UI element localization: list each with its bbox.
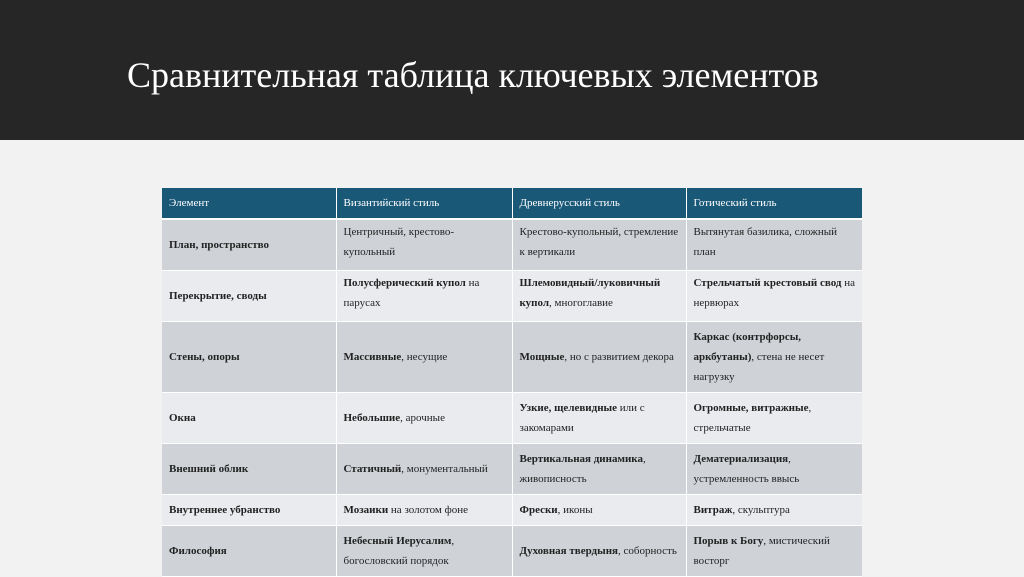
old-russian-cell	[512, 525, 686, 576]
cell-text: на нервюрах	[693, 276, 855, 309]
cell-text-bold: Дематериализация	[693, 452, 789, 465]
cell-text-bold: Узкие, щелевидные	[519, 401, 618, 414]
cell-text: на золотом фоне	[388, 503, 468, 516]
page-title: Сравнительная таблица ключевых элементов	[127, 55, 819, 95]
old-russian-cell	[512, 219, 686, 270]
cell-text-bold: Фрески	[519, 503, 558, 516]
header-byzantine: Византийский стиль	[336, 188, 512, 219]
cell-text-bold: Небольшие	[343, 411, 401, 424]
cell-text: , живописность	[519, 452, 646, 485]
byzantine-cell	[336, 443, 512, 494]
gothic-cell	[686, 219, 862, 270]
table-row	[162, 392, 862, 443]
header-element: Элемент	[162, 188, 336, 219]
byzantine-cell	[336, 321, 512, 392]
cell-text-bold: Порыв к Богу	[693, 534, 764, 547]
row-element-cell: Стены, опоры	[162, 321, 336, 392]
cell-text: , многоглавие	[549, 296, 613, 309]
table-row	[162, 443, 862, 494]
cell-text-bold: Статичный	[343, 462, 402, 475]
cell-text: , соборность	[618, 544, 677, 557]
byzantine-cell	[336, 525, 512, 576]
cell-text: , но с развитием декора	[564, 350, 674, 363]
table-row	[162, 321, 862, 392]
cell-text: , иконы	[557, 503, 593, 516]
cell-text: на парусах	[343, 276, 480, 309]
cell-text-bold: Массивные	[343, 350, 402, 363]
byzantine-cell	[336, 392, 512, 443]
byzantine-cell	[336, 494, 512, 525]
old-russian-cell	[512, 270, 686, 321]
cell-text-bold: Мозаики	[343, 503, 389, 516]
header-old-russian: Древнерусский стиль	[512, 188, 686, 219]
cell-text-bold: Шлемовидный/луковичный купол	[519, 276, 661, 309]
gothic-cell	[686, 525, 862, 576]
title-bar	[0, 0, 1024, 140]
cell-text-bold: Огромные, витражные	[693, 401, 809, 414]
cell-text-bold: Вертикальная динамика	[519, 452, 643, 465]
gothic-cell	[686, 270, 862, 321]
header-gothic: Готический стиль	[686, 188, 862, 219]
cell-text-bold: Мощные	[519, 350, 565, 363]
cell-text-bold: Стрельчатый крестовый свод	[693, 276, 842, 289]
cell-text: , устремленность ввысь	[693, 452, 800, 485]
old-russian-cell	[512, 321, 686, 392]
row-element-cell: Окна	[162, 392, 336, 443]
byzantine-cell	[336, 270, 512, 321]
gothic-cell	[686, 392, 862, 443]
cell-text: , стрельчатые	[693, 401, 812, 434]
gothic-cell	[686, 494, 862, 525]
table-row	[162, 494, 862, 525]
table-row	[162, 525, 862, 576]
row-element-cell: Внешний облик	[162, 443, 336, 494]
comparison-table-container	[162, 188, 862, 577]
cell-text: , скульптура	[732, 503, 790, 516]
cell-text-bold: Каркас (контрфорсы, аркбутаны)	[693, 330, 802, 363]
gothic-cell	[686, 443, 862, 494]
row-element-cell: Философия	[162, 525, 336, 576]
cell-text: , мистический восторг	[693, 534, 830, 567]
old-russian-cell	[512, 494, 686, 525]
row-element-cell: Перекрытие, своды	[162, 270, 336, 321]
cell-text-bold: Духовная твердыня	[519, 544, 618, 557]
cell-text-bold: Небесный Иерусалим	[343, 534, 452, 547]
table-header-row	[162, 188, 862, 219]
cell-text: Вытянутая базилика, сложный план	[693, 226, 837, 258]
old-russian-cell	[512, 443, 686, 494]
cell-text: , арочные	[400, 411, 445, 424]
cell-text: Крестово-купольный, стремление к вертикали	[519, 226, 679, 258]
comparison-table	[162, 188, 862, 577]
cell-text: , монументальный	[401, 462, 488, 475]
cell-text-bold: Полусферический купол	[343, 276, 466, 289]
byzantine-cell	[336, 219, 512, 270]
cell-text: , богословский порядок	[343, 534, 455, 567]
table-row	[162, 219, 862, 270]
gothic-cell	[686, 321, 862, 392]
cell-text: или с закомарами	[519, 401, 645, 434]
cell-text: , несущие	[401, 350, 448, 363]
cell-text: , стена не несет нагрузку	[693, 350, 825, 383]
cell-text: Центричный, крестово-купольный	[343, 226, 455, 258]
table-row	[162, 270, 862, 321]
row-element-cell: Внутреннее убранство	[162, 494, 336, 525]
row-element-cell: План, пространство	[162, 219, 336, 270]
old-russian-cell	[512, 392, 686, 443]
cell-text-bold: Витраж	[693, 503, 733, 516]
